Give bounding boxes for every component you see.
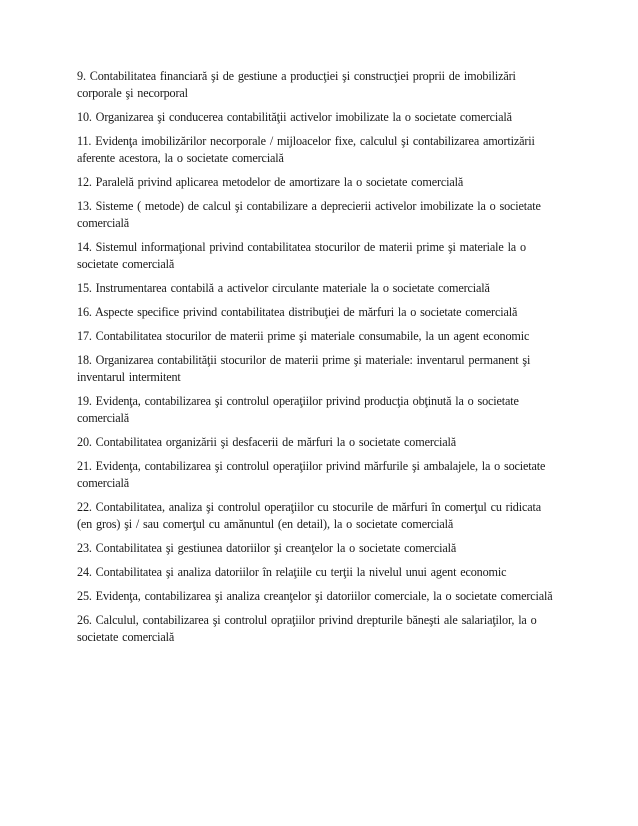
- list-item: 16. Aspecte specifice privind contabilitatea distribuţiei de mărfuri la o societate comercială: [77, 305, 518, 319]
- list-item: 22. Contabilitatea, analiza şi controlul operaţiilor cu stocurile de mărfuri în comerţul cu ridicata (en gros) şi / sau comerţul cu amănuntul (en detail), la o societate comercială: [77, 500, 542, 531]
- list-item: 25. Evidenţa, contabilizarea şi analiza creanţelor şi datoriilor comerciale, la o societate comercială: [77, 589, 553, 603]
- list-item: 17. Contabilitatea stocurilor de materii prime şi materiale consumabile, la un agent economic: [77, 329, 530, 343]
- list-item: 18. Organizarea contabilităţii stocurilor de materii prime şi materiale: inventarul permanent şi inventarul intermitent: [77, 353, 531, 384]
- list-item: 26. Calculul, contabilizarea şi controlul opraţiilor privind drepturile băneşti ale salariaţilor, la o societate comercială: [77, 613, 537, 644]
- list-item: 14. Sistemul informaţional privind contabilitatea stocurilor de materii prime şi materiale la o societate comercială: [77, 240, 526, 271]
- list-item: 15. Instrumentarea contabilă a activelor circulante materiale la o societate comercială: [77, 281, 490, 295]
- list-item: 21. Evidenţa, contabilizarea şi controlul operaţiilor privind mărfurile şi ambalajele, la o societate comercială: [77, 459, 546, 490]
- topic-list: [77, 68, 557, 653]
- list-item: 10. Organizarea şi conducerea contabilităţii activelor imobilizate la o societate comercială: [77, 110, 512, 124]
- list-item: 19. Evidenţa, contabilizarea şi controlul operaţiilor privind producţia obţinută la o societate comercială: [77, 394, 519, 425]
- list-item: 23. Contabilitatea şi gestiunea datoriilor şi creanţelor la o societate comercială: [77, 541, 457, 555]
- list-item: 9. Contabilitatea financiară şi de gestiune a producţiei şi construcţiei proprii de imobilizări corporale şi necorporal: [77, 69, 516, 100]
- list-item: 24. Contabilitatea şi analiza datoriilor în relaţiile cu terţii la nivelul unui agent economic: [77, 565, 507, 579]
- list-item: 20. Contabilitatea organizării şi desfacerii de mărfuri la o societate comercială: [77, 435, 456, 449]
- list-item: 11. Evidenţa imobilizărilor necorporale / mijloacelor fixe, calculul şi contabilizarea amortizării aferente acestora, la o societate comercială: [77, 134, 535, 165]
- list-item: 13. Sisteme ( metode) de calcul şi contabilizare a deprecierii activelor imobilizate la o societate comercială: [77, 199, 541, 230]
- list-item: 12. Paralelă privind aplicarea metodelor de amortizare la o societate comercială: [77, 175, 464, 189]
